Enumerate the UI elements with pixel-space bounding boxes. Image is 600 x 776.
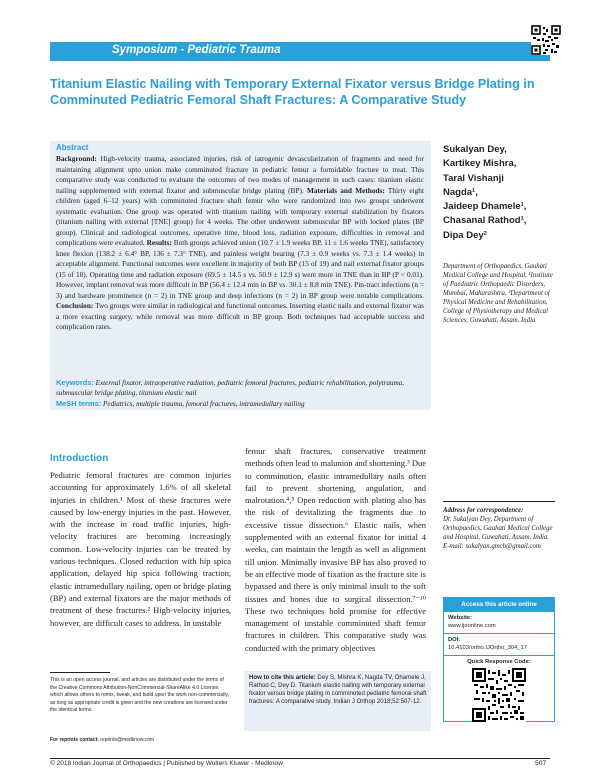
author-name: Sukalyan Dey, (443, 144, 507, 155)
author-name: Dipa Dey² (443, 229, 487, 241)
abstract-text (56, 154, 424, 333)
footnote-divider (50, 672, 110, 673)
keywords-text: External fixator, intraoperative radiation, pediatric femoral fractures, pediatric rehabilitation, polytrauma, submuscular bridge plating, titanium elastic nail (56, 379, 405, 397)
page-number: 507 (535, 760, 547, 767)
background-text: High-velocity trauma, associated injuries, risk of iatrogenic devascularization of fragments and need for maintaining alignment upto union make comminuted fracture in pediatric femur a formidable fracture to treat. This comparative study was conducted to evaluate the outcomes of two modes of management in such cases: titanium elastic nailing supplemented with external fixator and submuscular bridge plating (BP). (56, 154, 425, 195)
keywords (56, 378, 424, 398)
license-text: This is an open access journal, and articles are distributed under the terms of the Creative Commons Attribution-NonCommercial-ShareAlike 4.0 License, which allows others to remix, tweak, and build upon the work non-commercially, as long as appropriate credit is given and the new creations are licensed under the identical terms. (50, 677, 230, 713)
correspondence-divider (443, 501, 555, 502)
author-list (443, 143, 555, 243)
background-label: Background: (56, 154, 97, 163)
author-name: Taral Vishanji (443, 172, 504, 184)
methods-text: Thirty eight children (aged 6–12 years) with comminuted fracture shaft femur who were randomized into two groups underwent systematic evaluation. One group was operated with titanium nailing with temporary external stabilization by fixators (titanium nailing with external [TNE] group) for 4 weeks. The other underwent submuscular BP with locked plates (BP group). Clinical and radiological outcomes, operative time, blood loss, radiation exposure, difficulties in removal and complications were evaluated. (56, 185, 424, 247)
qr-code-icon (531, 25, 561, 55)
methods-label: Materials and Methods: (307, 185, 385, 195)
reprints-email: reprints@medknow.com (100, 737, 155, 743)
doi-value[interactable]: 10.4103/ortho.IJOrtho_304_17 (448, 644, 527, 651)
citation-text: Dey S, Mishra K, Nagda TV, Dhamele J, Rathod C, Dey D. Titanium elastic nailing with temporary external fixator versus bridge plating in comminuted pediatric femoral shaft fractures: A comparative study. Indian J Orthop 2018;52:507-12. (249, 674, 427, 706)
introduction-column-2: femur shaft fractures, conservative treatment methods often lead to malunion and shortening.³ Due to comminution, elastic intramedullary nails often fail to prevent shortening, angulation, and malrotation.⁴,⁵ Open reduction with plating also has the risk of devitalizing the fragments due to excessive tissue dissection.⁶ Elastic nails, when supplemented with an external fixator for initial 4 weeks, can maintain the length as well as alignment till union. Minimally invasive BP has also proved to be an effective mode of fixation as the fracture site is bypassed and there is only minimal insult to the soft tissues and bones due to surgical dissection.⁷⁻¹⁰ These two techniques hold promise for effective management of unstable comminuted shaft femur fractures in children. This comparative study was conducted with the primary objectives (245, 446, 427, 653)
correspondence-email[interactable]: E-mail: sukalyan.gmch@gmail.com (443, 543, 541, 550)
citation-label: How to cite this article: (249, 674, 316, 681)
website-label: Website: (448, 615, 473, 621)
author-name: Nagda¹, (443, 186, 478, 198)
introduction-heading: Introduction (50, 453, 109, 464)
footer-text: © 2018 Indian Journal of Orthopaedics | Published by Wolters Kluwer - Medknow (50, 760, 283, 767)
website-row (444, 612, 554, 634)
section-band (50, 42, 550, 61)
conclusion-text: Two groups were similar in radiological and functional outcomes. Inserting elastic nails and external fixator was a more exacting surgery, while removal was more difficult in BP group. Both techniques had acceptable success and complication rates. (56, 301, 424, 331)
reprints-contact (50, 737, 231, 743)
conclusion-label: Conclusion: (56, 301, 94, 310)
author-name: Kartikey Mishra, (443, 158, 517, 170)
results-text: Both groups achieved union (10.7 ± 1.9 weeks BP, 11 ± 1.6 weeks TNE), satisfactory knee flexion (138.2 ± 6.4° BP, 136 ± 7.3° TNE), and painless weight bearing (7.3 ± 0.9 weeks vs. 7.3 ± 1.4 weeks) in acceptable alignment. Functional outcomes were excellent in majority of both BP (15 of 19) and nail external fixator groups (15 of 18). Operating time and radiation exposure (69.5 ± 14.5 s vs. 50.9 ± 12.9 s) were more in TNE than in BP (P < 0.01). However, implant removal was more difficult in BP (56.4 ± 12.4 min in BP vs. 30.1 ± 8.8 min TNE). Pin-tract infections (n = 3) and hardware prominence (n = 2) in TNE group and deep infections (n = 2) in BP group were notable complications. (56, 238, 424, 300)
citation (249, 674, 428, 706)
mesh-text: Pediatrics, multiple trauma, femoral fractures, intramedullary nailing (102, 400, 305, 408)
doi-row (444, 634, 554, 656)
qr-label: Quick Response Code: (467, 659, 531, 665)
correspondence-label: Address for correspondence: (443, 507, 524, 514)
reprints-label: For reprints contact: (50, 737, 99, 743)
affiliations: Department of Orthopaedics, Gauhati Medical College and Hospital, ¹Institute of Paediatric Orthopaedic Disorders, Mumbai, Maharashtra, ²Department of Physical Medicine and Rehabilitation, College of Physiotherapy and Medical Sciences, Guwahati, Assam, India (443, 263, 553, 324)
footer-divider (50, 758, 550, 759)
author-name: Chasanal Rathod¹, (443, 215, 527, 227)
mesh-label: MeSH terms: (56, 399, 102, 408)
website-link[interactable]: www.ijoonline.com (448, 622, 496, 629)
author-name: Jaideep Dhamele¹, (443, 201, 527, 213)
qr-code-icon (472, 668, 526, 722)
correspondence-text: Dr. Sukalyan Dey, Department of Orthopaedics, Gauhati Medical College and Hospital, Guwahati, Assam, India. (443, 516, 553, 541)
mesh-terms (56, 399, 424, 408)
abstract-heading: Abstract (56, 143, 89, 152)
access-heading: Access this article online (444, 598, 554, 612)
section-label: Symposium - Pediatric Trauma (112, 44, 281, 56)
correspondence (443, 506, 555, 551)
keywords-label: Keywords: (56, 378, 94, 387)
article-title: Titanium Elastic Nailing with Temporary External Fixator versus Bridge Plating in Comminuted Pediatric Femoral Shaft Fractures: A Comparative Study (50, 77, 535, 107)
doi-label: DOI: (448, 637, 461, 643)
results-label: Results: (146, 238, 172, 247)
introduction-column-1: Pediatric femoral fractures are common injuries accounting for approximately 1.6% of all skeletal injuries in children.¹ Most of these fractures were caused by low-energy injuries in the past. However, with the increase in road traffic injuries, high-velocity fractures are becoming increasingly common. Low-velocity injuries can be treated by various techniques. Closed reduction with hip spica application, delayed hip spica following traction, elastic intramedullary nailing, open or bridge plating (BP) and external fixators are the major methods of treatment of these fractures.² High-velocity injuries, however, are difficult cases to address. In unstable (50, 470, 231, 628)
access-box (443, 597, 555, 722)
